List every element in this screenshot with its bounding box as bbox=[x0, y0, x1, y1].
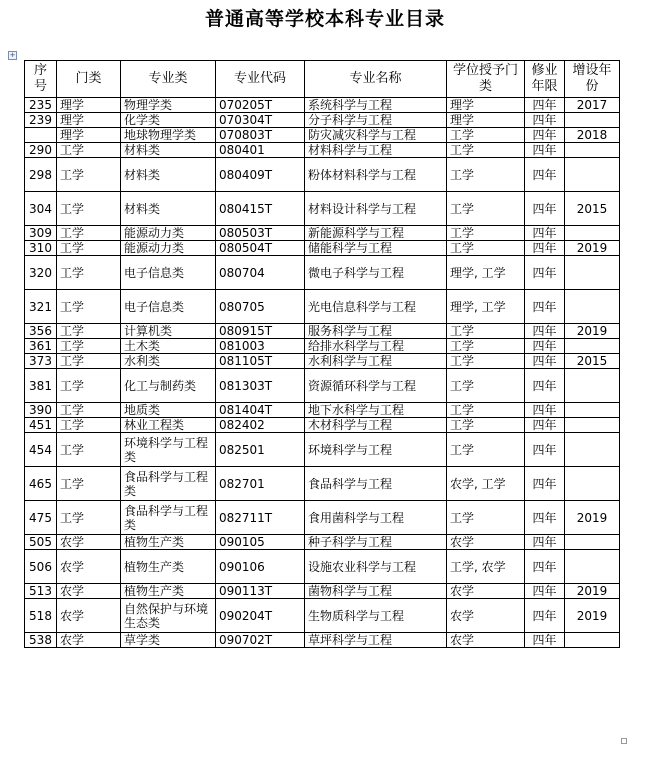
table-row bbox=[25, 158, 620, 192]
cell-code: 070803T bbox=[216, 128, 305, 143]
table-row bbox=[25, 467, 620, 501]
table-row bbox=[25, 433, 620, 467]
cell-years: 四年 bbox=[525, 98, 565, 113]
cell-name: 地下水科学与工程 bbox=[305, 403, 447, 418]
cell-class: 化工与制药类 bbox=[121, 369, 216, 403]
cell-degree: 工学, 农学 bbox=[447, 550, 525, 584]
cell-degree: 农学 bbox=[447, 599, 525, 633]
cell-years: 四年 bbox=[525, 143, 565, 158]
cell-degree: 工学 bbox=[447, 418, 525, 433]
cell-added: 2017 bbox=[565, 98, 620, 113]
cell-added bbox=[565, 433, 620, 467]
cell-category: 工学 bbox=[57, 354, 121, 369]
cell-category: 理学 bbox=[57, 113, 121, 128]
cell-class: 食品科学与工程类 bbox=[121, 501, 216, 535]
header-degree: 学位授予门类 bbox=[447, 61, 525, 98]
cell-years: 四年 bbox=[525, 256, 565, 290]
cell-seq: 505 bbox=[25, 535, 57, 550]
cell-name: 分子科学与工程 bbox=[305, 113, 447, 128]
table-row bbox=[25, 501, 620, 535]
table-row bbox=[25, 354, 620, 369]
cell-class: 地球物理学类 bbox=[121, 128, 216, 143]
cell-code: 080401 bbox=[216, 143, 305, 158]
table-row bbox=[25, 599, 620, 633]
cell-seq: 390 bbox=[25, 403, 57, 418]
cell-class: 计算机类 bbox=[121, 324, 216, 339]
cell-name: 水利科学与工程 bbox=[305, 354, 447, 369]
cell-seq: 454 bbox=[25, 433, 57, 467]
table-move-handle-icon[interactable]: + bbox=[9, 51, 16, 59]
header-row bbox=[25, 61, 620, 98]
cell-name: 种子科学与工程 bbox=[305, 535, 447, 550]
cell-seq: 361 bbox=[25, 339, 57, 354]
table-row bbox=[25, 418, 620, 433]
cell-degree: 工学 bbox=[447, 192, 525, 226]
table-row bbox=[25, 550, 620, 584]
table-row bbox=[25, 633, 620, 648]
cell-code: 090702T bbox=[216, 633, 305, 648]
cell-category: 工学 bbox=[57, 324, 121, 339]
cell-category: 工学 bbox=[57, 369, 121, 403]
cell-code: 080415T bbox=[216, 192, 305, 226]
cell-code: 081105T bbox=[216, 354, 305, 369]
cell-years: 四年 bbox=[525, 226, 565, 241]
cell-degree: 理学 bbox=[447, 98, 525, 113]
cell-code: 082711T bbox=[216, 501, 305, 535]
cell-category: 理学 bbox=[57, 128, 121, 143]
cell-code: 090204T bbox=[216, 599, 305, 633]
cell-class: 草学类 bbox=[121, 633, 216, 648]
table-row bbox=[25, 192, 620, 226]
cell-name: 系统科学与工程 bbox=[305, 98, 447, 113]
cell-years: 四年 bbox=[525, 158, 565, 192]
cell-name: 食用菌科学与工程 bbox=[305, 501, 447, 535]
cell-name: 材料科学与工程 bbox=[305, 143, 447, 158]
cell-seq: 465 bbox=[25, 467, 57, 501]
cell-category: 工学 bbox=[57, 241, 121, 256]
cell-code: 082402 bbox=[216, 418, 305, 433]
cell-code: 090105 bbox=[216, 535, 305, 550]
cell-code: 080915T bbox=[216, 324, 305, 339]
cell-class: 物理学类 bbox=[121, 98, 216, 113]
table-row bbox=[25, 128, 620, 143]
cell-category: 农学 bbox=[57, 535, 121, 550]
cell-years: 四年 bbox=[525, 290, 565, 324]
cell-years: 四年 bbox=[525, 501, 565, 535]
cell-added bbox=[565, 158, 620, 192]
cell-category: 工学 bbox=[57, 226, 121, 241]
cell-class: 食品科学与工程类 bbox=[121, 467, 216, 501]
table-row bbox=[25, 113, 620, 128]
cell-added: 2019 bbox=[565, 599, 620, 633]
cell-category: 工学 bbox=[57, 403, 121, 418]
cell-category: 农学 bbox=[57, 584, 121, 599]
cell-category: 工学 bbox=[57, 467, 121, 501]
cell-years: 四年 bbox=[525, 584, 565, 599]
header-class: 专业类 bbox=[121, 61, 216, 98]
cell-class: 材料类 bbox=[121, 158, 216, 192]
cell-years: 四年 bbox=[525, 192, 565, 226]
table-row bbox=[25, 256, 620, 290]
cell-seq: 451 bbox=[25, 418, 57, 433]
cell-class: 植物生产类 bbox=[121, 550, 216, 584]
table-row bbox=[25, 226, 620, 241]
cell-seq: 235 bbox=[25, 98, 57, 113]
cell-seq: 304 bbox=[25, 192, 57, 226]
cell-code: 080704 bbox=[216, 256, 305, 290]
header-name: 专业名称 bbox=[305, 61, 447, 98]
cell-added bbox=[565, 633, 620, 648]
cell-seq: 309 bbox=[25, 226, 57, 241]
cell-years: 四年 bbox=[525, 433, 565, 467]
cell-class: 林业工程类 bbox=[121, 418, 216, 433]
cell-name: 粉体材料科学与工程 bbox=[305, 158, 447, 192]
cell-name: 储能科学与工程 bbox=[305, 241, 447, 256]
cell-added: 2018 bbox=[565, 128, 620, 143]
cell-seq: 298 bbox=[25, 158, 57, 192]
cell-years: 四年 bbox=[525, 113, 565, 128]
cell-degree: 理学, 工学 bbox=[447, 290, 525, 324]
table-row bbox=[25, 369, 620, 403]
cell-years: 四年 bbox=[525, 369, 565, 403]
cell-years: 四年 bbox=[525, 339, 565, 354]
cell-name: 服务科学与工程 bbox=[305, 324, 447, 339]
cell-years: 四年 bbox=[525, 324, 565, 339]
cell-code: 070205T bbox=[216, 98, 305, 113]
header-years: 修业年限 bbox=[525, 61, 565, 98]
table-row bbox=[25, 241, 620, 256]
cell-class: 自然保护与环境生态类 bbox=[121, 599, 216, 633]
cell-added bbox=[565, 226, 620, 241]
cell-code: 082501 bbox=[216, 433, 305, 467]
cell-added bbox=[565, 143, 620, 158]
cell-name: 设施农业科学与工程 bbox=[305, 550, 447, 584]
cell-years: 四年 bbox=[525, 128, 565, 143]
cell-class: 土木类 bbox=[121, 339, 216, 354]
cell-degree: 工学 bbox=[447, 128, 525, 143]
cell-added bbox=[565, 369, 620, 403]
cell-degree: 工学 bbox=[447, 241, 525, 256]
cell-years: 四年 bbox=[525, 354, 565, 369]
cell-seq: 320 bbox=[25, 256, 57, 290]
cell-degree: 工学 bbox=[447, 403, 525, 418]
cell-code: 080503T bbox=[216, 226, 305, 241]
cell-degree: 工学 bbox=[447, 339, 525, 354]
table-row bbox=[25, 535, 620, 550]
table-row bbox=[25, 584, 620, 599]
cell-added bbox=[565, 418, 620, 433]
cell-category: 工学 bbox=[57, 339, 121, 354]
table-row bbox=[25, 290, 620, 324]
cell-class: 植物生产类 bbox=[121, 584, 216, 599]
table-row bbox=[25, 324, 620, 339]
cell-class: 能源动力类 bbox=[121, 226, 216, 241]
cell-name: 光电信息科学与工程 bbox=[305, 290, 447, 324]
cell-code: 070304T bbox=[216, 113, 305, 128]
cell-years: 四年 bbox=[525, 467, 565, 501]
table-row bbox=[25, 339, 620, 354]
cell-degree: 工学 bbox=[447, 226, 525, 241]
cell-category: 农学 bbox=[57, 599, 121, 633]
cell-code: 080705 bbox=[216, 290, 305, 324]
cell-category: 工学 bbox=[57, 433, 121, 467]
cell-name: 给排水科学与工程 bbox=[305, 339, 447, 354]
cell-name: 环境科学与工程 bbox=[305, 433, 447, 467]
cell-seq: 381 bbox=[25, 369, 57, 403]
cell-seq: 310 bbox=[25, 241, 57, 256]
cell-class: 材料类 bbox=[121, 143, 216, 158]
cell-years: 四年 bbox=[525, 550, 565, 584]
cell-class: 能源动力类 bbox=[121, 241, 216, 256]
cell-degree: 工学 bbox=[447, 501, 525, 535]
cell-name: 新能源科学与工程 bbox=[305, 226, 447, 241]
cell-degree: 农学, 工学 bbox=[447, 467, 525, 501]
cell-degree: 理学, 工学 bbox=[447, 256, 525, 290]
cell-degree: 农学 bbox=[447, 633, 525, 648]
cell-degree: 工学 bbox=[447, 369, 525, 403]
table-row bbox=[25, 98, 620, 113]
cell-code: 082701 bbox=[216, 467, 305, 501]
cell-category: 工学 bbox=[57, 192, 121, 226]
cell-seq: 239 bbox=[25, 113, 57, 128]
cell-class: 水利类 bbox=[121, 354, 216, 369]
cell-name: 微电子科学与工程 bbox=[305, 256, 447, 290]
cell-name: 木材科学与工程 bbox=[305, 418, 447, 433]
cell-name: 材料设计科学与工程 bbox=[305, 192, 447, 226]
header-added: 增设年份 bbox=[565, 61, 620, 98]
cell-name: 资源循环科学与工程 bbox=[305, 369, 447, 403]
cell-added bbox=[565, 535, 620, 550]
cell-added bbox=[565, 550, 620, 584]
cell-years: 四年 bbox=[525, 633, 565, 648]
cell-added bbox=[565, 113, 620, 128]
cell-code: 090113T bbox=[216, 584, 305, 599]
cell-seq: 513 bbox=[25, 584, 57, 599]
cell-class: 植物生产类 bbox=[121, 535, 216, 550]
cell-category: 农学 bbox=[57, 633, 121, 648]
cell-added: 2019 bbox=[565, 241, 620, 256]
cell-seq: 321 bbox=[25, 290, 57, 324]
cell-seq bbox=[25, 128, 57, 143]
header-code: 专业代码 bbox=[216, 61, 305, 98]
cell-added: 2019 bbox=[565, 324, 620, 339]
cell-code: 081303T bbox=[216, 369, 305, 403]
cell-degree: 工学 bbox=[447, 354, 525, 369]
cell-degree: 工学 bbox=[447, 433, 525, 467]
table-row bbox=[25, 403, 620, 418]
cell-years: 四年 bbox=[525, 403, 565, 418]
header-category: 门类 bbox=[57, 61, 121, 98]
cell-seq: 373 bbox=[25, 354, 57, 369]
cell-name: 草坪科学与工程 bbox=[305, 633, 447, 648]
cell-category: 工学 bbox=[57, 158, 121, 192]
major-catalog-table bbox=[24, 60, 620, 648]
cell-years: 四年 bbox=[525, 241, 565, 256]
cell-added bbox=[565, 290, 620, 324]
cell-degree: 工学 bbox=[447, 143, 525, 158]
cell-code: 080504T bbox=[216, 241, 305, 256]
cell-seq: 518 bbox=[25, 599, 57, 633]
cell-code: 090106 bbox=[216, 550, 305, 584]
cell-added: 2019 bbox=[565, 584, 620, 599]
header-seq: 序号 bbox=[25, 61, 57, 98]
page-title: 普通高等学校本科专业目录 bbox=[204, 8, 445, 30]
cell-added: 2015 bbox=[565, 354, 620, 369]
cell-category: 农学 bbox=[57, 550, 121, 584]
cell-category: 理学 bbox=[57, 98, 121, 113]
cell-class: 环境科学与工程类 bbox=[121, 433, 216, 467]
cell-seq: 290 bbox=[25, 143, 57, 158]
cell-seq: 538 bbox=[25, 633, 57, 648]
cell-years: 四年 bbox=[525, 599, 565, 633]
cell-class: 电子信息类 bbox=[121, 256, 216, 290]
cell-degree: 理学 bbox=[447, 113, 525, 128]
cell-code: 080409T bbox=[216, 158, 305, 192]
cell-category: 工学 bbox=[57, 290, 121, 324]
table-row bbox=[25, 143, 620, 158]
cell-category: 工学 bbox=[57, 501, 121, 535]
cell-degree: 农学 bbox=[447, 535, 525, 550]
cell-class: 电子信息类 bbox=[121, 290, 216, 324]
cell-code: 081003 bbox=[216, 339, 305, 354]
cell-category: 工学 bbox=[57, 256, 121, 290]
cell-category: 工学 bbox=[57, 418, 121, 433]
cell-name: 食品科学与工程 bbox=[305, 467, 447, 501]
cell-years: 四年 bbox=[525, 535, 565, 550]
cell-added bbox=[565, 339, 620, 354]
cell-degree: 农学 bbox=[447, 584, 525, 599]
cell-years: 四年 bbox=[525, 418, 565, 433]
cell-name: 菌物科学与工程 bbox=[305, 584, 447, 599]
cell-degree: 工学 bbox=[447, 158, 525, 192]
cell-class: 地质类 bbox=[121, 403, 216, 418]
cell-degree: 工学 bbox=[447, 324, 525, 339]
cell-seq: 475 bbox=[25, 501, 57, 535]
cell-class: 材料类 bbox=[121, 192, 216, 226]
cell-added: 2015 bbox=[565, 192, 620, 226]
cell-added: 2019 bbox=[565, 501, 620, 535]
cell-category: 工学 bbox=[57, 143, 121, 158]
cell-name: 生物质科学与工程 bbox=[305, 599, 447, 633]
cell-added bbox=[565, 403, 620, 418]
cell-added bbox=[565, 467, 620, 501]
cell-class: 化学类 bbox=[121, 113, 216, 128]
cell-added bbox=[565, 256, 620, 290]
cell-seq: 356 bbox=[25, 324, 57, 339]
cell-code: 081404T bbox=[216, 403, 305, 418]
cell-name: 防灾减灾科学与工程 bbox=[305, 128, 447, 143]
table-resize-handle[interactable] bbox=[621, 738, 627, 744]
cell-seq: 506 bbox=[25, 550, 57, 584]
